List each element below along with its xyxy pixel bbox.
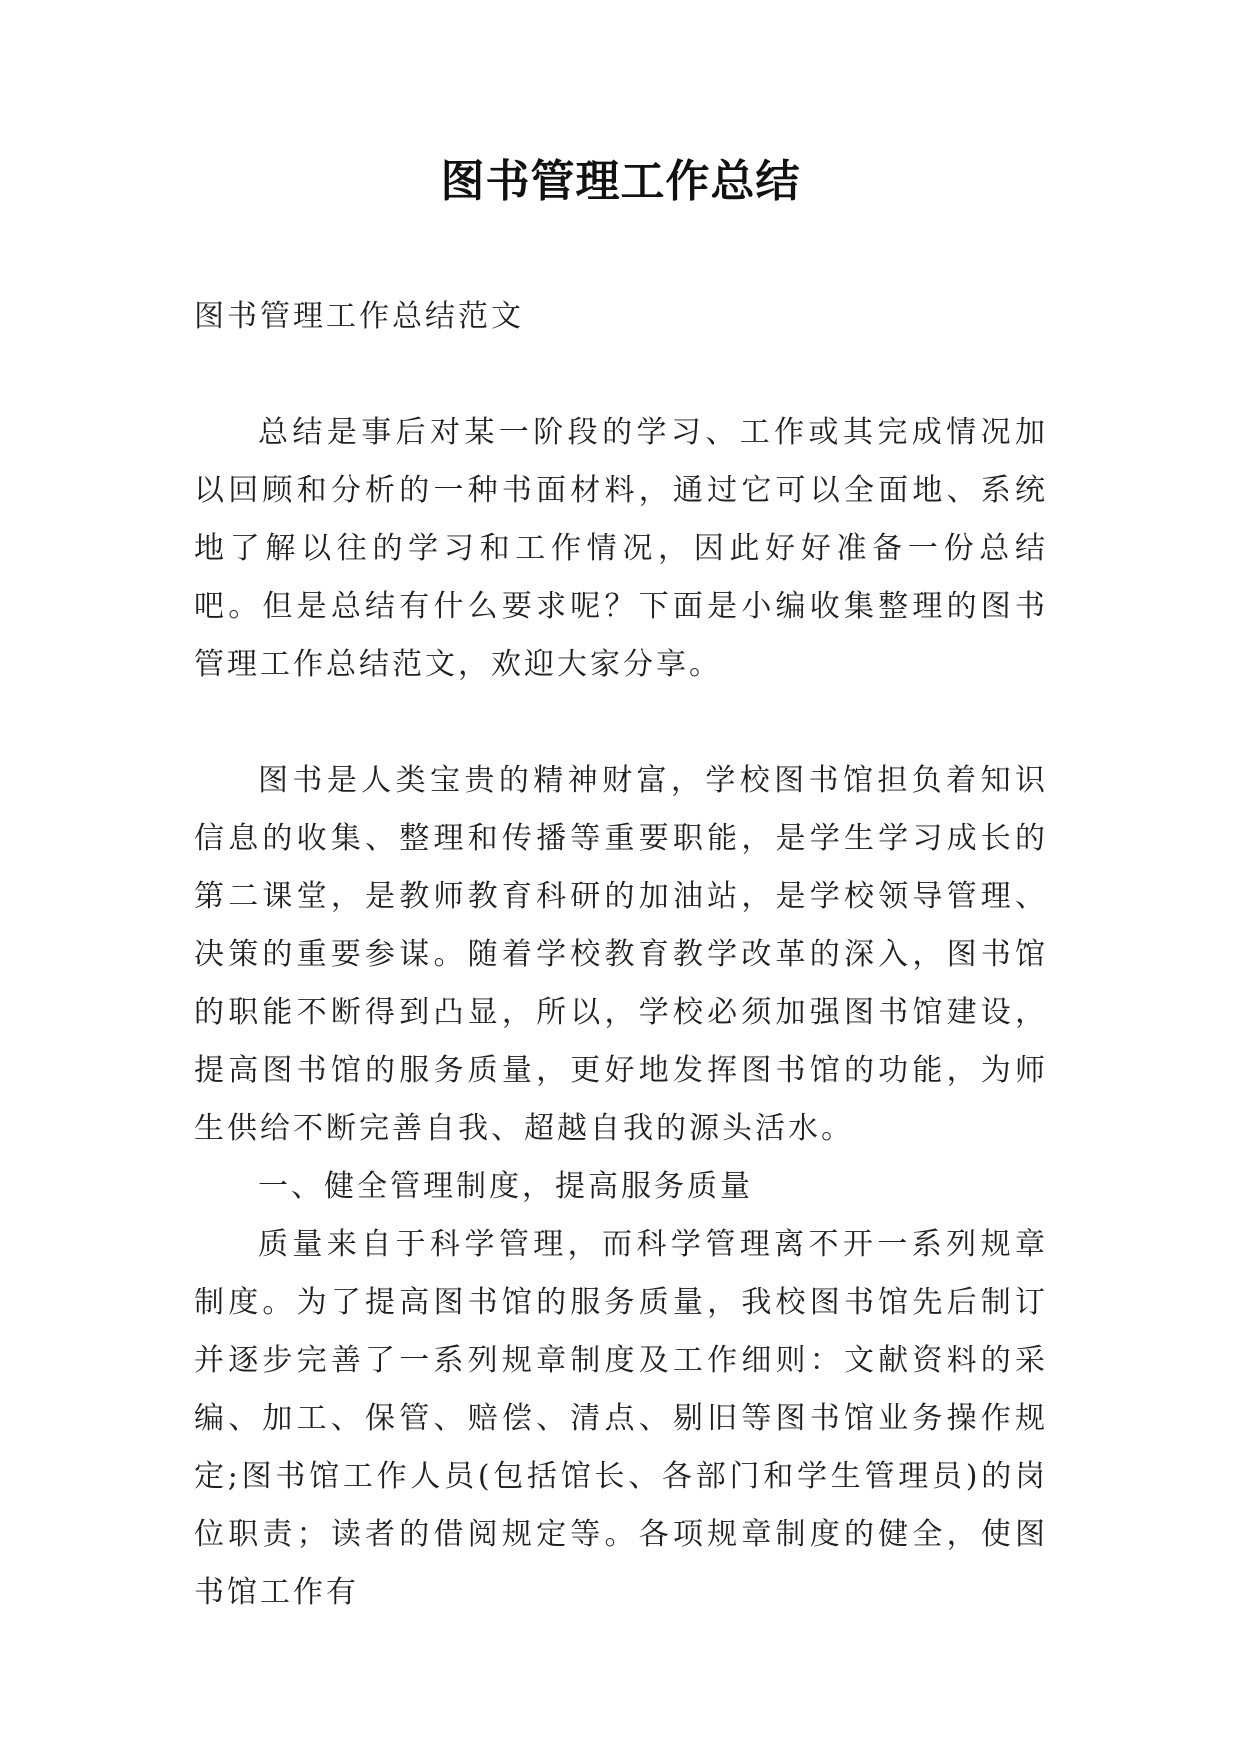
document-title: 图书管理工作总结: [440, 156, 801, 207]
document-subtitle: 图书管理工作总结范文: [194, 299, 524, 334]
paragraph-library-role: 图书是人类宝贵的精神财富，学校图书馆担负着知识信息的收集、整理和传播等重要职能，是学生学习成长的第二课堂，是教师教育科研的加油站，是学校领导管理、决策的重要参谋。随着学校教育教学改革的深入，图书馆的职能不断得到凸显，所以，学校必须加强图书馆建设，提高图书馆的服务质量，更好地发挥图书馆的功能，为师生供给不断完善自我、超越自我的源头活水。: [194, 763, 1048, 1146]
paragraph-management-rules: 质量来自于科学管理，而科学管理离不开一系列规章制度。为了提高图书馆的服务质量，我校图书馆先后制订并逐步完善了一系列规章制度及工作细则：文献资料的采编、加工、保管、赔偿、清点、剔旧等图书馆业务操作规定;图书馆工作人员(包括馆长、各部门和学生管理员)的岗位职责；读者的借阅规定等。各项规章制度的健全，使图书馆工作有: [194, 1227, 1048, 1610]
paragraph-intro: 总结是事后对某一阶段的学习、工作或其完成情况加以回顾和分析的一种书面材料，通过它可以全面地、系统地了解以往的学习和工作情况，因此好好准备一份总结吧。但是总结有什么要求呢？下面是小编收集整理的图书管理工作总结范文，欢迎大家分享。: [194, 415, 1048, 682]
section-heading: 一、健全管理制度，提高服务质量: [258, 1169, 753, 1204]
